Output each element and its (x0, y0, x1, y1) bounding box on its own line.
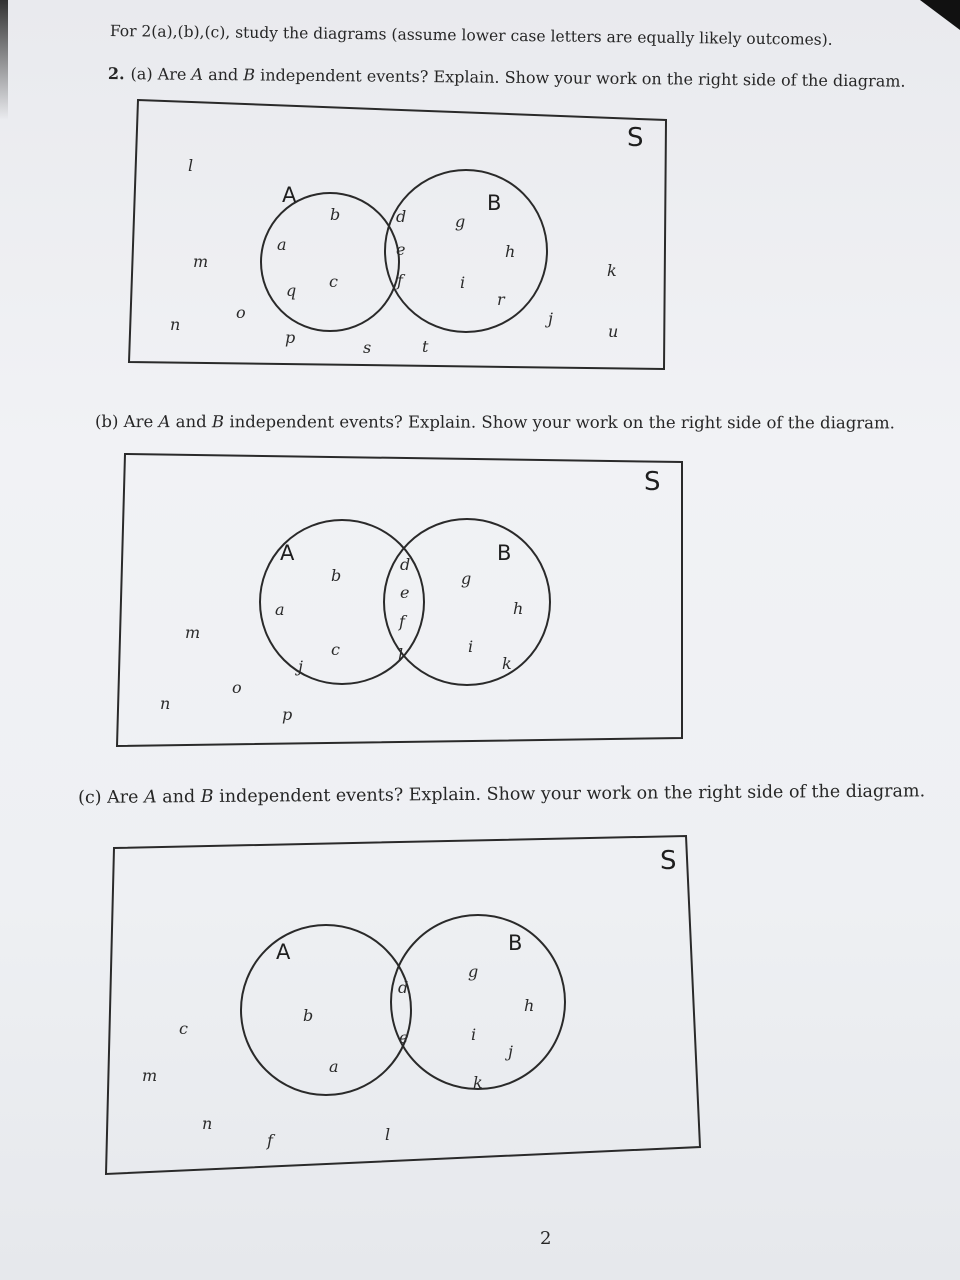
word-and: and (162, 787, 196, 808)
element: c (329, 272, 338, 291)
element: l (385, 1125, 391, 1144)
element: o (236, 303, 246, 322)
set-a-label: A (282, 183, 297, 207)
set-b-label: B (497, 541, 512, 565)
element: i (471, 1025, 477, 1044)
element: g (461, 569, 472, 588)
element: j (508, 1042, 513, 1061)
element: k (473, 1073, 483, 1092)
element: q (286, 281, 297, 300)
element: l (188, 156, 194, 175)
question-b-rest: independent events? Explain. Show your work on the right side of the diagram. (229, 412, 895, 433)
element: j (298, 657, 303, 676)
question-b-prefix: (b) Are (94, 412, 154, 432)
question-c-prefix: (c) Are (78, 787, 139, 808)
question-number: 2. (107, 64, 125, 84)
word-and: and (208, 64, 239, 85)
sample-space-box (106, 836, 700, 1174)
element: r (497, 290, 505, 309)
question-c-rest: independent events? Explain. Show your work on the right side of the diagram. (219, 781, 926, 807)
element: m (193, 252, 209, 271)
element: b (331, 566, 342, 585)
page-number: 2 (540, 1228, 552, 1249)
element: f (399, 612, 405, 631)
element: f (267, 1131, 273, 1150)
var-b: B (211, 412, 225, 432)
question-a-prefix: (a) Are (130, 64, 187, 84)
element: n (202, 1114, 213, 1133)
element: k (502, 654, 512, 673)
element: k (607, 261, 617, 280)
var-b: B (200, 786, 214, 808)
element: l (398, 645, 404, 664)
element: j (548, 309, 553, 328)
question-a-rest: independent events? Explain. Show your work on the right side of the diagram. (260, 65, 906, 91)
element: s (363, 338, 372, 357)
sample-space-label: S (660, 846, 677, 876)
set-a-label: A (280, 541, 295, 565)
element: d (400, 555, 411, 574)
element: h (505, 242, 516, 261)
element: b (303, 1006, 314, 1025)
element: c (179, 1019, 188, 1038)
intro-text: For 2(a),(b),(c), study the diagrams (assume lower case letters are equally likely outcomes). (109, 22, 833, 49)
element: p (285, 328, 296, 347)
element: p (282, 705, 293, 724)
element: e (400, 583, 410, 602)
element: h (513, 599, 524, 618)
element: a (277, 235, 287, 254)
element: d (398, 978, 409, 997)
element: n (170, 315, 181, 334)
element: i (460, 273, 466, 292)
element: c (331, 640, 340, 659)
element: g (468, 962, 479, 981)
element: o (232, 678, 242, 697)
element: u (608, 322, 619, 341)
var-a: A (143, 787, 157, 808)
sample-space-label: S (627, 123, 644, 153)
circle-b (391, 915, 565, 1089)
circle-a (241, 925, 411, 1095)
var-a: A (191, 64, 204, 84)
sample-space-label: S (644, 467, 661, 497)
element: h (524, 996, 535, 1015)
element: a (329, 1057, 339, 1076)
var-a: A (158, 412, 171, 432)
element: d (396, 207, 407, 226)
set-b-label: B (487, 191, 502, 215)
element: a (275, 600, 285, 619)
element: i (468, 637, 474, 656)
word-and: and (175, 412, 207, 432)
element: f (397, 271, 403, 290)
element: m (142, 1066, 158, 1085)
element: b (330, 205, 341, 224)
element: n (160, 694, 171, 713)
element: e (399, 1028, 409, 1047)
set-b-label: B (508, 931, 523, 955)
var-b: B (243, 65, 256, 85)
element: t (422, 337, 429, 356)
set-a-label: A (276, 940, 291, 964)
element: m (185, 623, 201, 642)
element: g (455, 212, 466, 231)
element: e (396, 240, 406, 259)
